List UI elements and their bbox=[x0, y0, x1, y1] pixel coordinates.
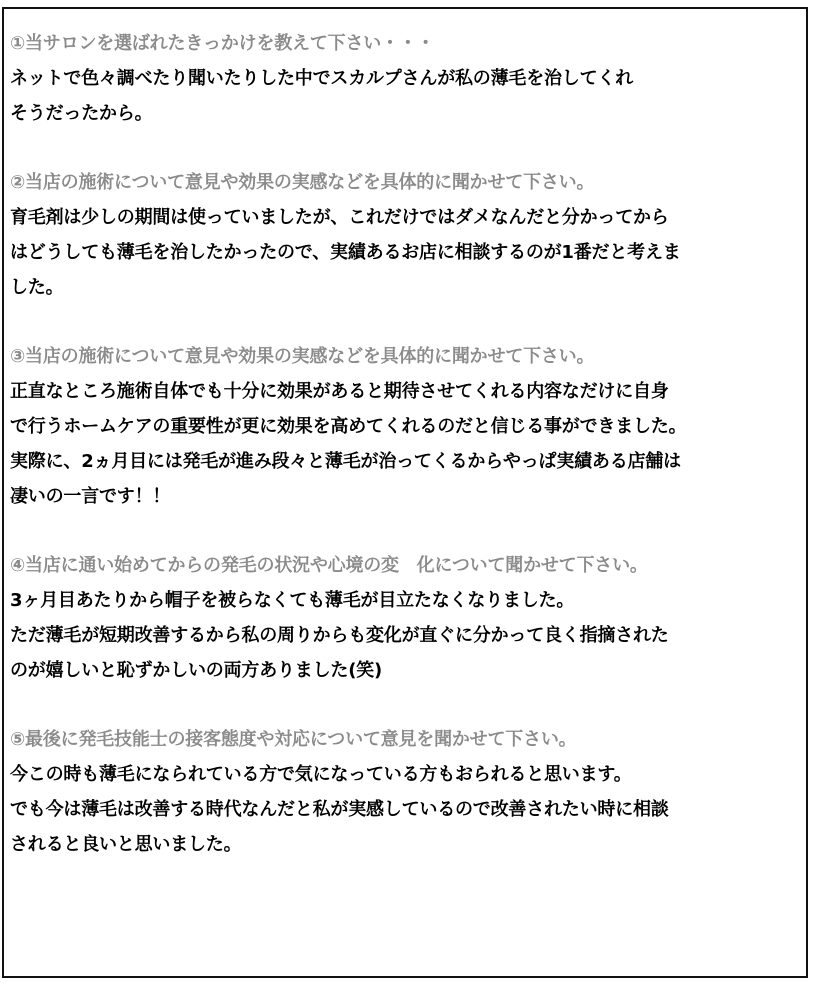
answer-5-line-1: 今この時も薄毛になられている方で気になっている方もおられると思います。 bbox=[10, 764, 632, 785]
answer-1-line-2: そうだったから。 bbox=[10, 103, 153, 124]
answer-3-line-4: 凄いの一言です！！ bbox=[10, 486, 171, 507]
answer-4-line-1: 3ヶ月目あたりから帽子を被らなくても薄毛が目立たなくなりました。 bbox=[10, 590, 575, 611]
section-1 bbox=[10, 26, 810, 131]
answer-4-line-3: のが嬉しいと恥ずかしいの両方ありました(笑) bbox=[10, 660, 383, 681]
answer-2-line-1: 育毛剤は少しの期間は使っていましたが、これだけではダメなんだと分かってから bbox=[10, 207, 669, 228]
survey-frame bbox=[2, 7, 808, 978]
answer-2-line-2: はどうしても薄毛を治したかったので、実績あるお店に相談するのが1番だと考えま bbox=[10, 242, 681, 263]
answer-1-line-1: ネットで色々調べたり聞いたりした中でスカルプさんが私の薄毛を治してくれ bbox=[10, 68, 633, 89]
question-5: ⑤最後に発毛技能士の接客態度や対応について意見を聞かせて下さい。 bbox=[10, 729, 577, 750]
answer-3-line-2: で行うホームケアの重要性が更に効果を高めてくれるのだと信じる事ができました。 bbox=[10, 416, 687, 437]
section-2 bbox=[10, 165, 810, 305]
answer-5-line-3: されると良いと思いました。 bbox=[10, 834, 242, 855]
section-3 bbox=[10, 339, 810, 514]
question-2: ②当店の施術について意見や効果の実感などを具体的に聞かせて下さい。 bbox=[10, 172, 595, 193]
question-4: ④当店に通い始めてからの発毛の状況や心境の変 化について聞かせて下さい。 bbox=[10, 555, 648, 576]
section-5 bbox=[10, 722, 810, 862]
survey-content bbox=[10, 26, 810, 896]
answer-3-line-3: 実際に、2ヵ月目には発毛が進み段々と薄毛が治ってくるからやっぱ実績ある店舗は bbox=[10, 451, 681, 472]
section-4 bbox=[10, 548, 810, 688]
answer-5-line-2: でも今は薄毛は改善する時代なんだと私が実感しているので改善されたい時に相談 bbox=[10, 799, 669, 820]
question-3: ③当店の施術について意見や効果の実感などを具体的に聞かせて下さい。 bbox=[10, 346, 595, 367]
question-1: ①当サロンを選ばれたきっかけを教えて下さい・・・ bbox=[10, 33, 435, 54]
answer-4-line-2: ただ薄毛が短期改善するから私の周りからも変化が直ぐに分かって良く指摘された bbox=[10, 625, 669, 646]
answer-2-line-3: した。 bbox=[10, 277, 64, 298]
answer-3-line-1: 正直なところ施術自体でも十分に効果があると期待させてくれる内容なだけに自身 bbox=[10, 381, 669, 402]
